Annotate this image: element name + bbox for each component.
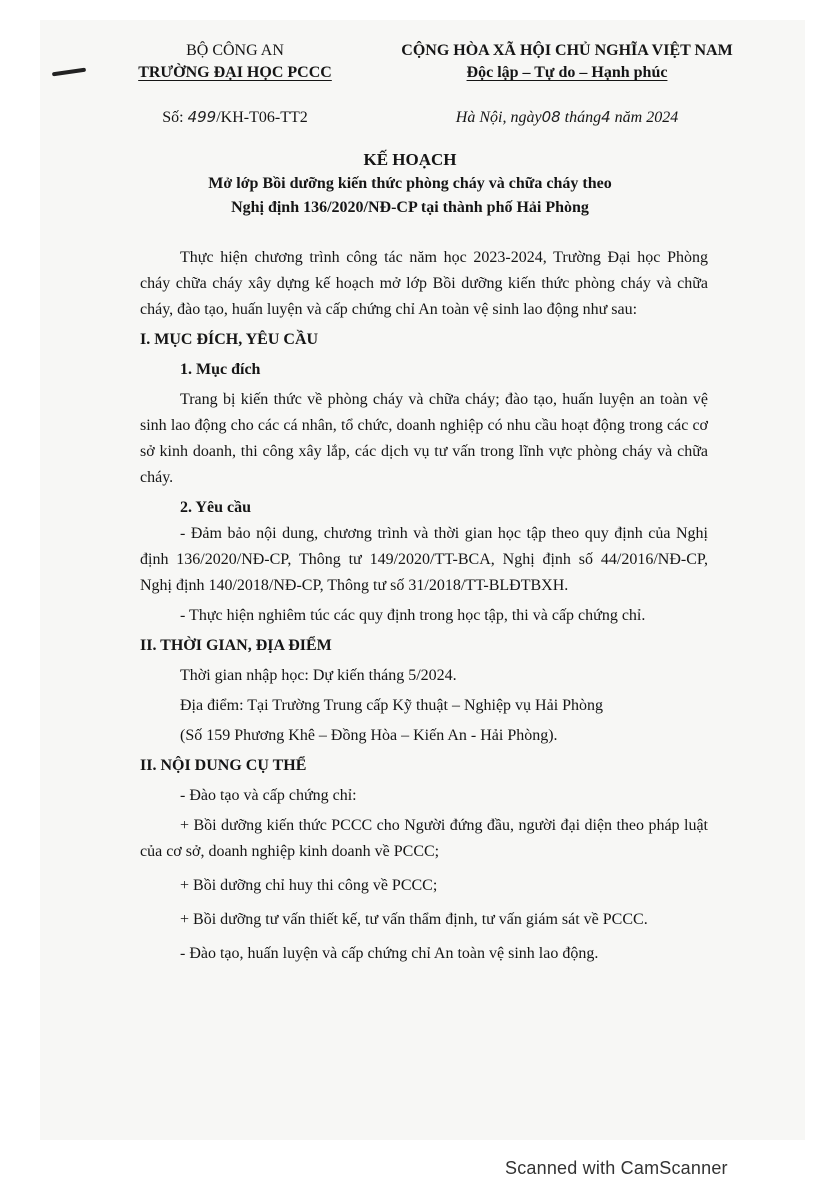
date-mid: tháng	[560, 109, 602, 126]
purpose-paragraph: Trang bị kiến thức về phòng cháy và chữa cháy; đào tạo, huấn luyện an toàn vệ sinh lao động cho các cá nhân, tổ chức, doanh nghiệp có nhu cầu hoạt động trong các cơ sở kinh doanh, thi công xây lắp, các dịch vụ tư vấn trong lĩnh vực phòng cháy và chữa cháy.	[140, 391, 708, 486]
scanner-watermark: Scanned with CamScanner	[505, 1158, 728, 1178]
document-number	[120, 106, 350, 129]
section-2-heading: II. THỜI GIAN, ĐỊA ĐIỂM	[140, 637, 332, 654]
requirement-item-2: - Thực hiện nghiêm túc các quy định trong học tập, thi và cấp chứng chỉ.	[180, 607, 646, 624]
document-title: KẾ HOẠCH	[363, 150, 457, 169]
document-date	[372, 106, 762, 129]
document-subtitle-line1: Mở lớp Bồi dưỡng kiến thức phòng cháy và chữa cháy theo	[208, 175, 612, 192]
doc-number-prefix: Số:	[162, 109, 188, 126]
date-suffix: năm 2024	[610, 109, 679, 126]
date-prefix: Hà Nội, ngày	[455, 109, 542, 126]
country-name: CỘNG HÒA XÃ HỘI CHỦ NGHĨA VIỆT NAM	[401, 42, 733, 59]
section-3-heading: II. NỘI DUNG CỤ THỂ	[140, 757, 307, 774]
subsection-requirements-heading: 2. Yêu cầu	[180, 499, 251, 516]
document-subtitle-line2: Nghị định 136/2020/NĐ-CP tại thành phố Hải Phòng	[231, 199, 589, 216]
document-header	[0, 40, 820, 135]
content-item-4: + Bồi dưỡng tư vấn thiết kế, tư vấn thẩm định, tư vấn giám sát về PCCC.	[180, 911, 648, 928]
venue: Địa điểm: Tại Trường Trung cấp Kỹ thuật – Nghiệp vụ Hải Phòng	[180, 697, 604, 714]
document-title-block	[0, 148, 820, 220]
header-left-block	[120, 40, 350, 129]
school-name: TRƯỜNG ĐẠI HỌC PCCC	[138, 64, 332, 81]
doc-number-handwritten: 499	[187, 108, 217, 126]
section-1-heading: I. MỤC ĐÍCH, YÊU CẦU	[140, 331, 319, 348]
enrollment-time: Thời gian nhập học: Dự kiến tháng 5/2024.	[180, 667, 457, 684]
header-right-block	[372, 40, 762, 129]
subsection-purpose-heading: 1. Mục đích	[180, 361, 261, 378]
content-item-2: + Bồi dưỡng kiến thức PCCC cho Người đứng đầu, người đại diện theo pháp luật của cơ sở, doanh nghiệp kinh doanh về PCCC;	[140, 817, 708, 860]
content-item-3: + Bồi dưỡng chỉ huy thi công về PCCC;	[180, 877, 438, 894]
requirement-item-1: - Đảm bảo nội dung, chương trình và thời gian học tập theo quy định của Nghị định 136/2020/NĐ-CP, Thông tư 149/2020/TT-BCA, Nghị định số 44/2016/NĐ-CP, Nghị định 140/2018/NĐ-CP, Thông tư số 31/2018/TT-BLĐTBXH.	[140, 525, 708, 594]
document-body	[140, 245, 708, 967]
content-item-1: - Đào tạo và cấp chứng chỉ:	[180, 787, 357, 804]
date-month-handwritten: 4	[601, 108, 611, 126]
national-motto: Độc lập – Tự do – Hạnh phúc	[466, 64, 668, 81]
venue-address: (Số 159 Phương Khê – Đồng Hòa – Kiến An - Hải Phòng).	[180, 727, 558, 744]
date-day-handwritten: 08	[541, 108, 561, 126]
content-item-5: - Đào tạo, huấn luyện và cấp chứng chỉ An toàn vệ sinh lao động.	[180, 945, 599, 962]
intro-paragraph: Thực hiện chương trình công tác năm học 2023-2024, Trường Đại học Phòng cháy chữa cháy xây dựng kế hoạch mở lớp Bồi dưỡng kiến thức phòng cháy và chữa cháy, đào tạo, huấn luyện và cấp chứng chỉ An toàn vệ sinh lao động như sau:	[140, 249, 708, 318]
ministry-name: BỘ CÔNG AN	[186, 42, 284, 59]
doc-number-suffix: /KH-T06-TT2	[216, 109, 308, 126]
